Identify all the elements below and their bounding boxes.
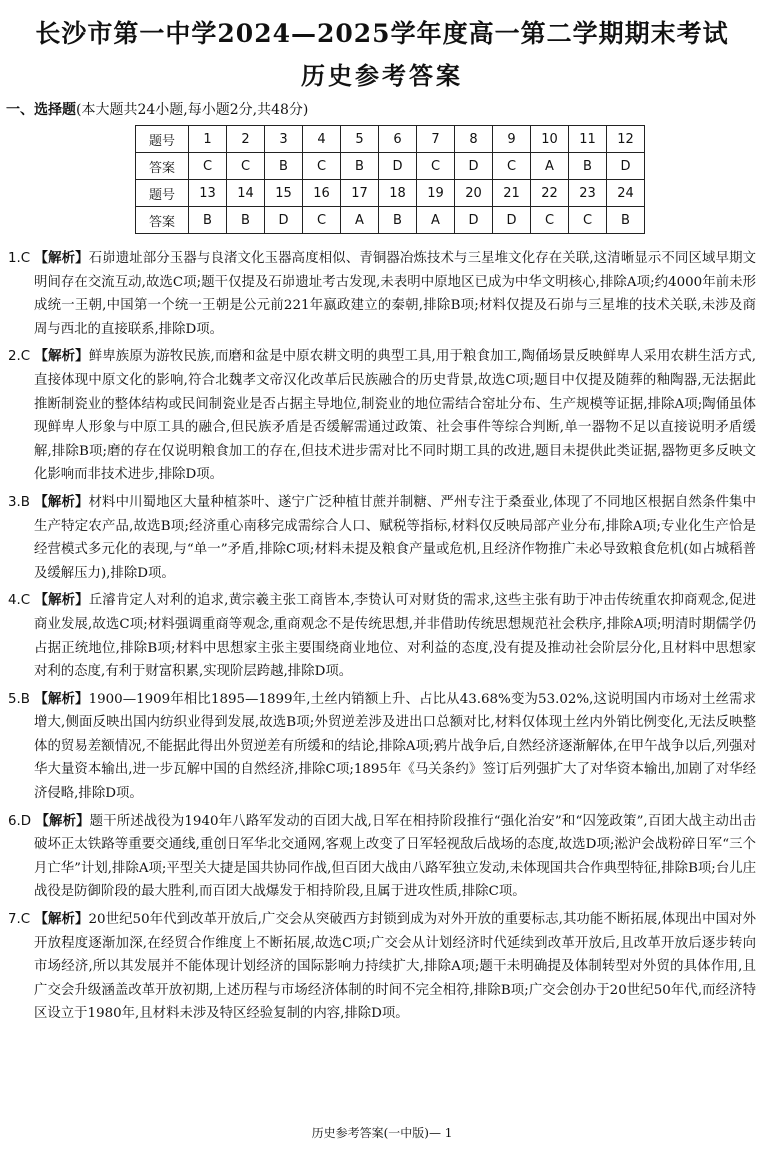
question-number: 19 [417,180,455,207]
question-number: 12 [607,126,645,153]
analysis-tag: 【解析】 [35,812,90,829]
item-answer: 1.C [8,251,31,266]
question-number: 1 [189,126,227,153]
answer-cell: C [303,153,341,180]
page-title: 长沙市第一中学2024—2025学年度高一第二学期期末考试 [35,19,729,48]
row-header: 题号 [136,126,189,153]
question-number: 3 [265,126,303,153]
row-header: 题号 [136,180,189,207]
analysis-tag: 【解析】 [34,690,89,707]
section-note: (本大题共24小题,每小题2分,共48分) [76,102,309,118]
answer-cell: B [569,153,607,180]
row-header: 答案 [136,153,189,180]
explanation-item [8,688,756,806]
question-number: 18 [379,180,417,207]
answer-table [135,125,645,234]
question-number: 13 [189,180,227,207]
answer-cell: D [455,207,493,234]
answer-cell: C [531,207,569,234]
question-number: 16 [303,180,341,207]
question-number: 14 [227,180,265,207]
item-text: 20世纪50年代到改革开放后,广交会从突破西方封锁到成为对外开放的重要标志,其功能不断拓展,体现出中国对外开放程度逐渐加深,在经贸合作维度上不断拓展,故选C项;广交会从计划经济时代延续到改革开放后,且改革开放后逐步转向市场经济,所以其发展并不能体现计划经济的国际影响力持续扩大,排除A项;题干未明确提及体制转型对外贸的具体作用,且广交会升级涵盖改革开放初期,上述历程与市场经济体制的时间不完全相符,排除B项;广交会创办于20世纪50年代,而经济特区设立于1980年,且材料未涉及特区经验复制的内容,排除D项。 [34,912,756,1022]
answer-cell: D [455,153,493,180]
answer-cell: C [227,153,265,180]
explanation-list [8,247,756,1030]
answer-cell: A [417,207,455,234]
page-footer: 历史参考答案(一中版)— 1 [311,1126,453,1140]
section-title: 一、选择题 [6,102,76,118]
answer-cell: C [303,207,341,234]
answer-cell: B [189,207,227,234]
question-number: 11 [569,126,607,153]
question-number: 2 [227,126,265,153]
answer-cell: B [341,153,379,180]
answer-cell: C [189,153,227,180]
item-answer: 5.B [8,691,30,707]
answer-cell: B [227,207,265,234]
question-number: 10 [531,126,569,153]
answer-cell: B [379,207,417,234]
question-number-row [136,180,645,207]
explanation-item [8,589,756,683]
item-text: 题干所述战役为1940年八路军发动的百团大战,日军在相持阶段推行“强化治安”和“囚笼政策”,百团大战主动出击破坏正太铁路等重要交通线,重创日军华北交通网,客观上改变了日军轻视敌后战场的态度,故选D项;淞沪会战粉碎日军“三个月亡华”计划,排除A项;平型关大捷是国共协同作战,但百团大战由八路军独立发动,未体现国共合作典型特征,排除B项;台儿庄战役是防御阶段的最大胜利,而百团大战爆发于相持阶段,且属于进攻性质,排除C项。 [34,813,756,900]
question-number: 20 [455,180,493,207]
answer-row [136,153,645,180]
question-number-row [136,126,645,153]
answer-cell: A [531,153,569,180]
item-text: 石峁遗址部分玉器与良渚文化玉器高度相似、青铜器冶炼技术与三星堆文化存在关联,这清晰显示不同区域早期文明间存在交流互动,故选C项;题干仅提及石峁遗址考古发现,未表明中原地区已成为中华文明核心,排除A项;约4000年前未形成统一王朝,中国第一个统一王朝是公元前221年嬴政建立的秦朝,排除B项;材料仅提及石峁与三星堆的技术关联,未涉及商周与西北的直接联系,排除D项。 [34,251,756,337]
question-number: 7 [417,126,455,153]
answer-cell: D [493,207,531,234]
item-answer: 4.C [8,593,31,609]
answer-cell: D [379,153,417,180]
question-number: 8 [455,126,493,153]
answer-cell: A [341,207,379,234]
explanation-item [8,345,756,487]
item-answer: 6.D [8,813,32,829]
answer-cell: B [607,207,645,234]
analysis-tag: 【解析】 [34,592,89,609]
item-text: 鲜卑族原为游牧民族,而磨和盆是中原农耕文明的典型工具,用于粮食加工,陶俑场景反映鲜卑人采用农耕生活方式,直接体现中原文化的影响,符合北魏孝文帝汉化改革后民族融合的历史背景,故选C项;题目中仅提及随葬的釉陶器,无法据此推断制瓷业的整体结构或民间制瓷业是否占据主导地位,制瓷业的地位需结合窑址分布、生产规模等证据,排除A项;陶俑虽体现鲜卑人形象与中原工具的融合,但民族矛盾是否缓解需通过政策、社会事件等综合判断,单一器物不足以直接说明矛盾缓解,排除B项;磨的存在仅说明粮食加工的存在,但技术进步需对比不同时期工具的改进,题目未提供此类证据,器物更多反映文化影响而非技术进步,排除D项。 [34,349,756,483]
item-text: 材料中川蜀地区大量种植茶叶、遂宁广泛种植甘蔗并制糖、严州专注于桑蚕业,体现了不同地区根据自然条件集中生产特定农产品,故选B项;经济重心南移完成需综合人口、赋税等指标,材料仅反映局部产业分布,排除A项;专业化生产恰是经营模式多元化的表现,与“单一”矛盾,排除C项;材料未提及粮食产量或危机,且经济作物推广未必导致粮食危机(如占城稻普及缓解压力),排除D项。 [34,494,756,581]
question-number: 5 [341,126,379,153]
item-text: 1900—1909年相比1895—1899年,土丝内销额上升、占比从43.68%变为53.02%,这说明国内市场对土丝需求增大,侧面反映出国内纺织业得到发展,故选B项;外贸逆差涉及进出口总额对比,材料仅体现土丝内外销比例变化,无法反映整体的贸易差额情况,不能据此得出外贸逆差有所缓和的结论,排除A项;鸦片战争后,自然经济逐渐解体,在甲午战争以后,列强对华大量资本输出,进一步瓦解中国的自然经济,排除C项;1895年《马关条约》签订后列强扩大了对华资本输出,加剧了对华经济侵略,排除D项。 [34,691,756,802]
answer-cell: C [493,153,531,180]
answer-cell: D [265,207,303,234]
answer-row [136,207,645,234]
question-number: 6 [379,126,417,153]
answer-cell: B [265,153,303,180]
page-subtitle: 历史参考答案 [301,61,463,90]
question-number: 4 [303,126,341,153]
question-number: 23 [569,180,607,207]
question-number: 9 [493,126,531,153]
item-text: 丘濬肯定人对利的追求,黄宗羲主张工商皆本,李贽认可对财货的需求,这些主张有助于冲击传统重农抑商观念,促进商业发展,故选C项;材料强调重商等观念,重商观念不是传统思想,并非借助传统思想规范社会秩序,排除A项;明清时期儒学仍占据正统地位,排除B项;材料中思想家主张主要围绕商业地位、对利益的态度,没有提及推动社会阶层分化,且材料中思想家对利的态度,有利于财富积累,实现阶层跨越,排除D项。 [34,593,756,680]
analysis-tag: 【解析】 [34,250,89,266]
question-number: 21 [493,180,531,207]
item-answer: 7.C [8,912,31,928]
item-answer: 3.B [8,494,30,510]
analysis-tag: 【解析】 [34,348,89,365]
item-answer: 2.C [8,349,31,365]
question-number: 17 [341,180,379,207]
explanation-item [8,247,756,341]
answer-cell: C [569,207,607,234]
answer-cell: D [607,153,645,180]
analysis-tag: 【解析】 [34,911,89,928]
question-number: 22 [531,180,569,207]
explanation-item [8,908,756,1026]
question-number: 15 [265,180,303,207]
section-heading [6,99,308,119]
row-header: 答案 [136,207,189,234]
explanation-item [8,491,756,585]
question-number: 24 [607,180,645,207]
analysis-tag: 【解析】 [34,493,89,510]
explanation-item [8,810,756,904]
answer-cell: C [417,153,455,180]
